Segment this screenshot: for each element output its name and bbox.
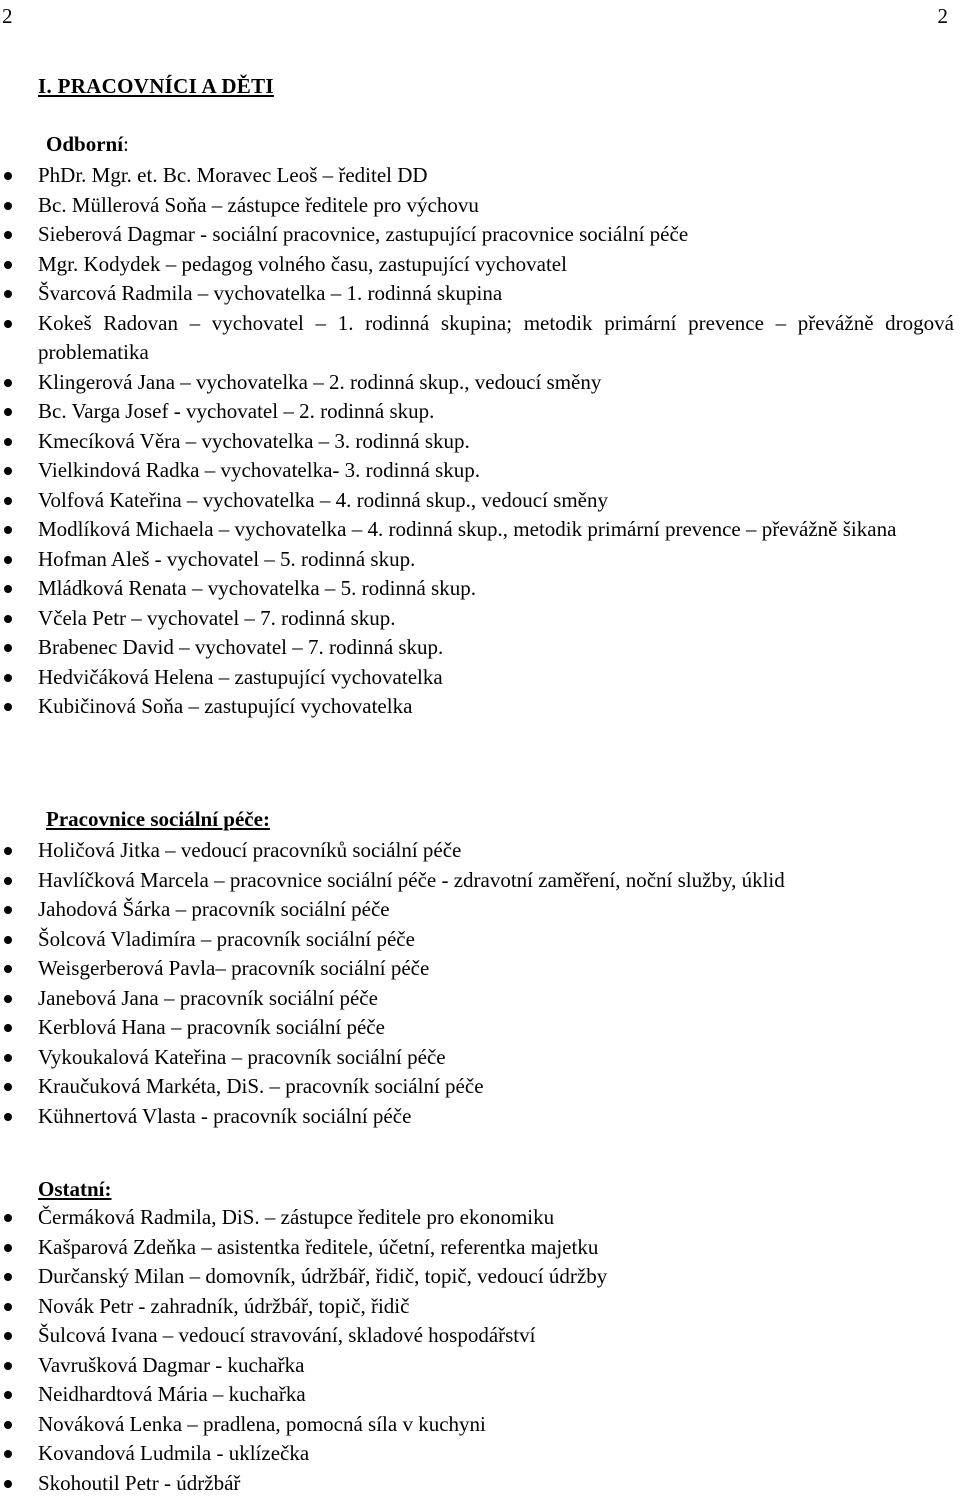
- list-item-text: Sieberová Dagmar - sociální pracovnice, zastupující pracovnice sociální péče: [38, 222, 689, 246]
- bullet-icon: [4, 1480, 12, 1488]
- staff-list-pracovnice: [0, 836, 960, 1131]
- bullet-icon: [4, 290, 12, 298]
- list-item-text: Kubičinová Soňa – zastupující vychovatelka: [38, 694, 413, 718]
- list-item: [0, 954, 960, 984]
- bullet-icon: [4, 438, 12, 446]
- section-title-ostatni: Ostatní:: [38, 1177, 112, 1201]
- list-item: [0, 1410, 960, 1440]
- list-item-text: Šulcová Ivana – vedoucí stravování, skladové hospodářství: [38, 1323, 536, 1347]
- list-item-text: Durčanský Milan – domovník, údržbář, řidič, topič, vedoucí údržby: [38, 1264, 608, 1288]
- bullet-icon: [4, 1214, 12, 1222]
- bullet-icon: [4, 1332, 12, 1340]
- list-item-text: Kovandová Ludmila - uklízečka: [38, 1441, 310, 1465]
- bullet-icon: [4, 1113, 12, 1121]
- list-item: [0, 427, 960, 457]
- list-item: [0, 836, 960, 866]
- list-item-text: Volfová Kateřina – vychovatelka – 4. rodinná skup., vedoucí směny: [38, 487, 608, 512]
- page-number-right: 2: [937, 4, 948, 28]
- list-item: [0, 456, 960, 486]
- list-item-text: Kmecíková Věra – vychovatelka – 3. rodinná skup.: [38, 428, 470, 453]
- bullet-icon: [4, 995, 12, 1003]
- list-item: [0, 1072, 960, 1102]
- bullet-icon: [4, 847, 12, 855]
- list-item: [0, 486, 960, 516]
- list-item-text: Vavrušková Dagmar - kuchařka: [38, 1352, 305, 1377]
- list-item: [0, 1013, 960, 1043]
- bullet-icon: [4, 1303, 12, 1311]
- bullet-icon: [4, 1421, 12, 1429]
- bullet-icon: [4, 1273, 12, 1281]
- list-item: [0, 1102, 960, 1132]
- bullet-icon: [4, 1391, 12, 1399]
- list-item: [0, 545, 960, 575]
- list-item-text: Holičová Jitka – vedoucí pracovníků sociální péče: [38, 838, 462, 862]
- list-item-text: Weisgerberová Pavla– pracovník sociální péče: [38, 956, 430, 980]
- list-item-text: Čermáková Radmila, DiS. – zástupce ředitele pro ekonomiku: [38, 1205, 555, 1229]
- list-item: [0, 1380, 960, 1410]
- bullet-icon: [4, 526, 12, 534]
- list-item-text: Kokeš Radovan – vychovatel – 1. rodinná skupina; metodik primární prevence – převážně drogová problematika: [38, 310, 954, 364]
- list-item: [0, 279, 960, 309]
- list-item: [0, 515, 960, 545]
- list-item: [0, 574, 960, 604]
- list-item: [0, 984, 960, 1014]
- list-item: [0, 604, 960, 634]
- section-title-odborni-text: Odborní: [46, 132, 124, 156]
- list-item-text: Mgr. Kodydek – pedagog volného času, zastupující vychovatel: [38, 251, 567, 276]
- bullet-icon: [4, 615, 12, 623]
- staff-list-odborni: [0, 161, 960, 722]
- list-item: [0, 1292, 960, 1322]
- list-item: [0, 1233, 960, 1263]
- bullet-icon: [4, 556, 12, 564]
- bullet-icon: [4, 585, 12, 593]
- list-item-text: Vykoukalová Kateřina – pracovník sociální péče: [38, 1044, 446, 1069]
- list-item-text: Švarcová Radmila – vychovatelka – 1. rodinná skupina: [38, 281, 503, 305]
- list-item-text: Hedvičáková Helena – zastupující vychovatelka: [38, 664, 443, 689]
- list-item-text: Novák Petr - zahradník, údržbář, topič, řidič: [38, 1293, 410, 1318]
- section-title-pracovnice: Pracovnice sociální péče:: [46, 807, 270, 831]
- list-item-text: Skohoutil Petr - údržbář: [38, 1470, 241, 1495]
- section-title-odborni-colon: :: [123, 132, 129, 156]
- list-item: [0, 1351, 960, 1381]
- list-item: [0, 663, 960, 693]
- bullet-icon: [4, 1244, 12, 1252]
- list-item: [0, 866, 960, 896]
- list-item-text: Brabenec David – vychovatel – 7. rodinná skup.: [38, 635, 444, 659]
- list-item: [0, 161, 960, 191]
- list-item-text: Kašparová Zdeňka – asistentka ředitele, účetní, referentka majetku: [38, 1234, 599, 1259]
- list-item-text: Jahodová Šárka – pracovník sociální péče: [38, 897, 390, 921]
- list-item-text: Vielkindová Radka – vychovatelka- 3. rodinná skup.: [38, 458, 480, 482]
- page-heading: I. PRACOVNÍCI A DĚTI: [38, 74, 274, 98]
- list-item-text: Kühnertová Vlasta - pracovník sociální péče: [38, 1103, 412, 1128]
- list-item: [0, 250, 960, 280]
- list-item: [0, 309, 960, 368]
- bullet-icon: [4, 965, 12, 973]
- staff-list-ostatni: [0, 1203, 960, 1498]
- list-item: [0, 1439, 960, 1469]
- bullet-icon: [4, 703, 12, 711]
- page-number-left: 2: [2, 4, 13, 28]
- bullet-icon: [4, 320, 12, 328]
- bullet-icon: [4, 1362, 12, 1370]
- list-item: [0, 1321, 960, 1351]
- list-item-text: Mládková Renata – vychovatelka – 5. rodinná skup.: [38, 576, 476, 600]
- list-item: [0, 1043, 960, 1073]
- list-item-text: Kraučuková Markéta, DiS. – pracovník sociální péče: [38, 1074, 484, 1098]
- list-item-text: Neidhardtová Mária – kuchařka: [38, 1382, 306, 1406]
- list-item-text: Bc. Müllerová Soňa – zástupce ředitele pro výchovu: [38, 192, 479, 217]
- list-item-text: Havlíčková Marcela – pracovnice sociální péče - zdravotní zaměření, noční služby, úklid: [38, 867, 785, 892]
- list-item-text: Bc. Varga Josef - vychovatel – 2. rodinná skup.: [38, 399, 435, 423]
- list-item-text: Klingerová Jana – vychovatelka – 2. rodinná skup., vedoucí směny: [38, 369, 602, 394]
- bullet-icon: [4, 467, 12, 475]
- list-item: [0, 895, 960, 925]
- list-item: [0, 220, 960, 250]
- list-item: [0, 1203, 960, 1233]
- list-item-text: Kerblová Hana – pracovník sociální péče: [38, 1015, 385, 1039]
- list-item: [0, 397, 960, 427]
- list-item-text: PhDr. Mgr. et. Bc. Moravec Leoš – ředitel DD: [38, 163, 428, 187]
- list-item: [0, 191, 960, 221]
- bullet-icon: [4, 408, 12, 416]
- bullet-icon: [4, 906, 12, 914]
- bullet-icon: [4, 231, 12, 239]
- list-item-text: Modlíková Michaela – vychovatelka – 4. rodinná skup., metodik primární prevence – převážně šikana: [38, 517, 897, 541]
- list-item: [0, 368, 960, 398]
- bullet-icon: [4, 1083, 12, 1091]
- list-item-text: Nováková Lenka – pradlena, pomocná síla v kuchyni: [38, 1411, 486, 1436]
- bullet-icon: [4, 1024, 12, 1032]
- list-item: [0, 1262, 960, 1292]
- bullet-icon: [4, 172, 12, 180]
- list-item: [0, 633, 960, 663]
- list-item: [0, 925, 960, 955]
- list-item: [0, 692, 960, 722]
- section-title-odborni: [46, 131, 129, 157]
- list-item-text: Šolcová Vladimíra – pracovník sociální péče: [38, 926, 415, 951]
- list-item-text: Hofman Aleš - vychovatel – 5. rodinná skup.: [38, 546, 416, 571]
- bullet-icon: [4, 644, 12, 652]
- list-item-text: Janebová Jana – pracovník sociální péče: [38, 985, 378, 1010]
- bullet-icon: [4, 1450, 12, 1458]
- bullet-icon: [4, 674, 12, 682]
- list-item-text: Včela Petr – vychovatel – 7. rodinná skup.: [38, 605, 396, 630]
- list-item: [0, 1469, 960, 1499]
- bullet-icon: [4, 1054, 12, 1062]
- bullet-icon: [4, 936, 12, 944]
- bullet-icon: [4, 202, 12, 210]
- bullet-icon: [4, 379, 12, 387]
- bullet-icon: [4, 497, 12, 505]
- bullet-icon: [4, 877, 12, 885]
- bullet-icon: [4, 261, 12, 269]
